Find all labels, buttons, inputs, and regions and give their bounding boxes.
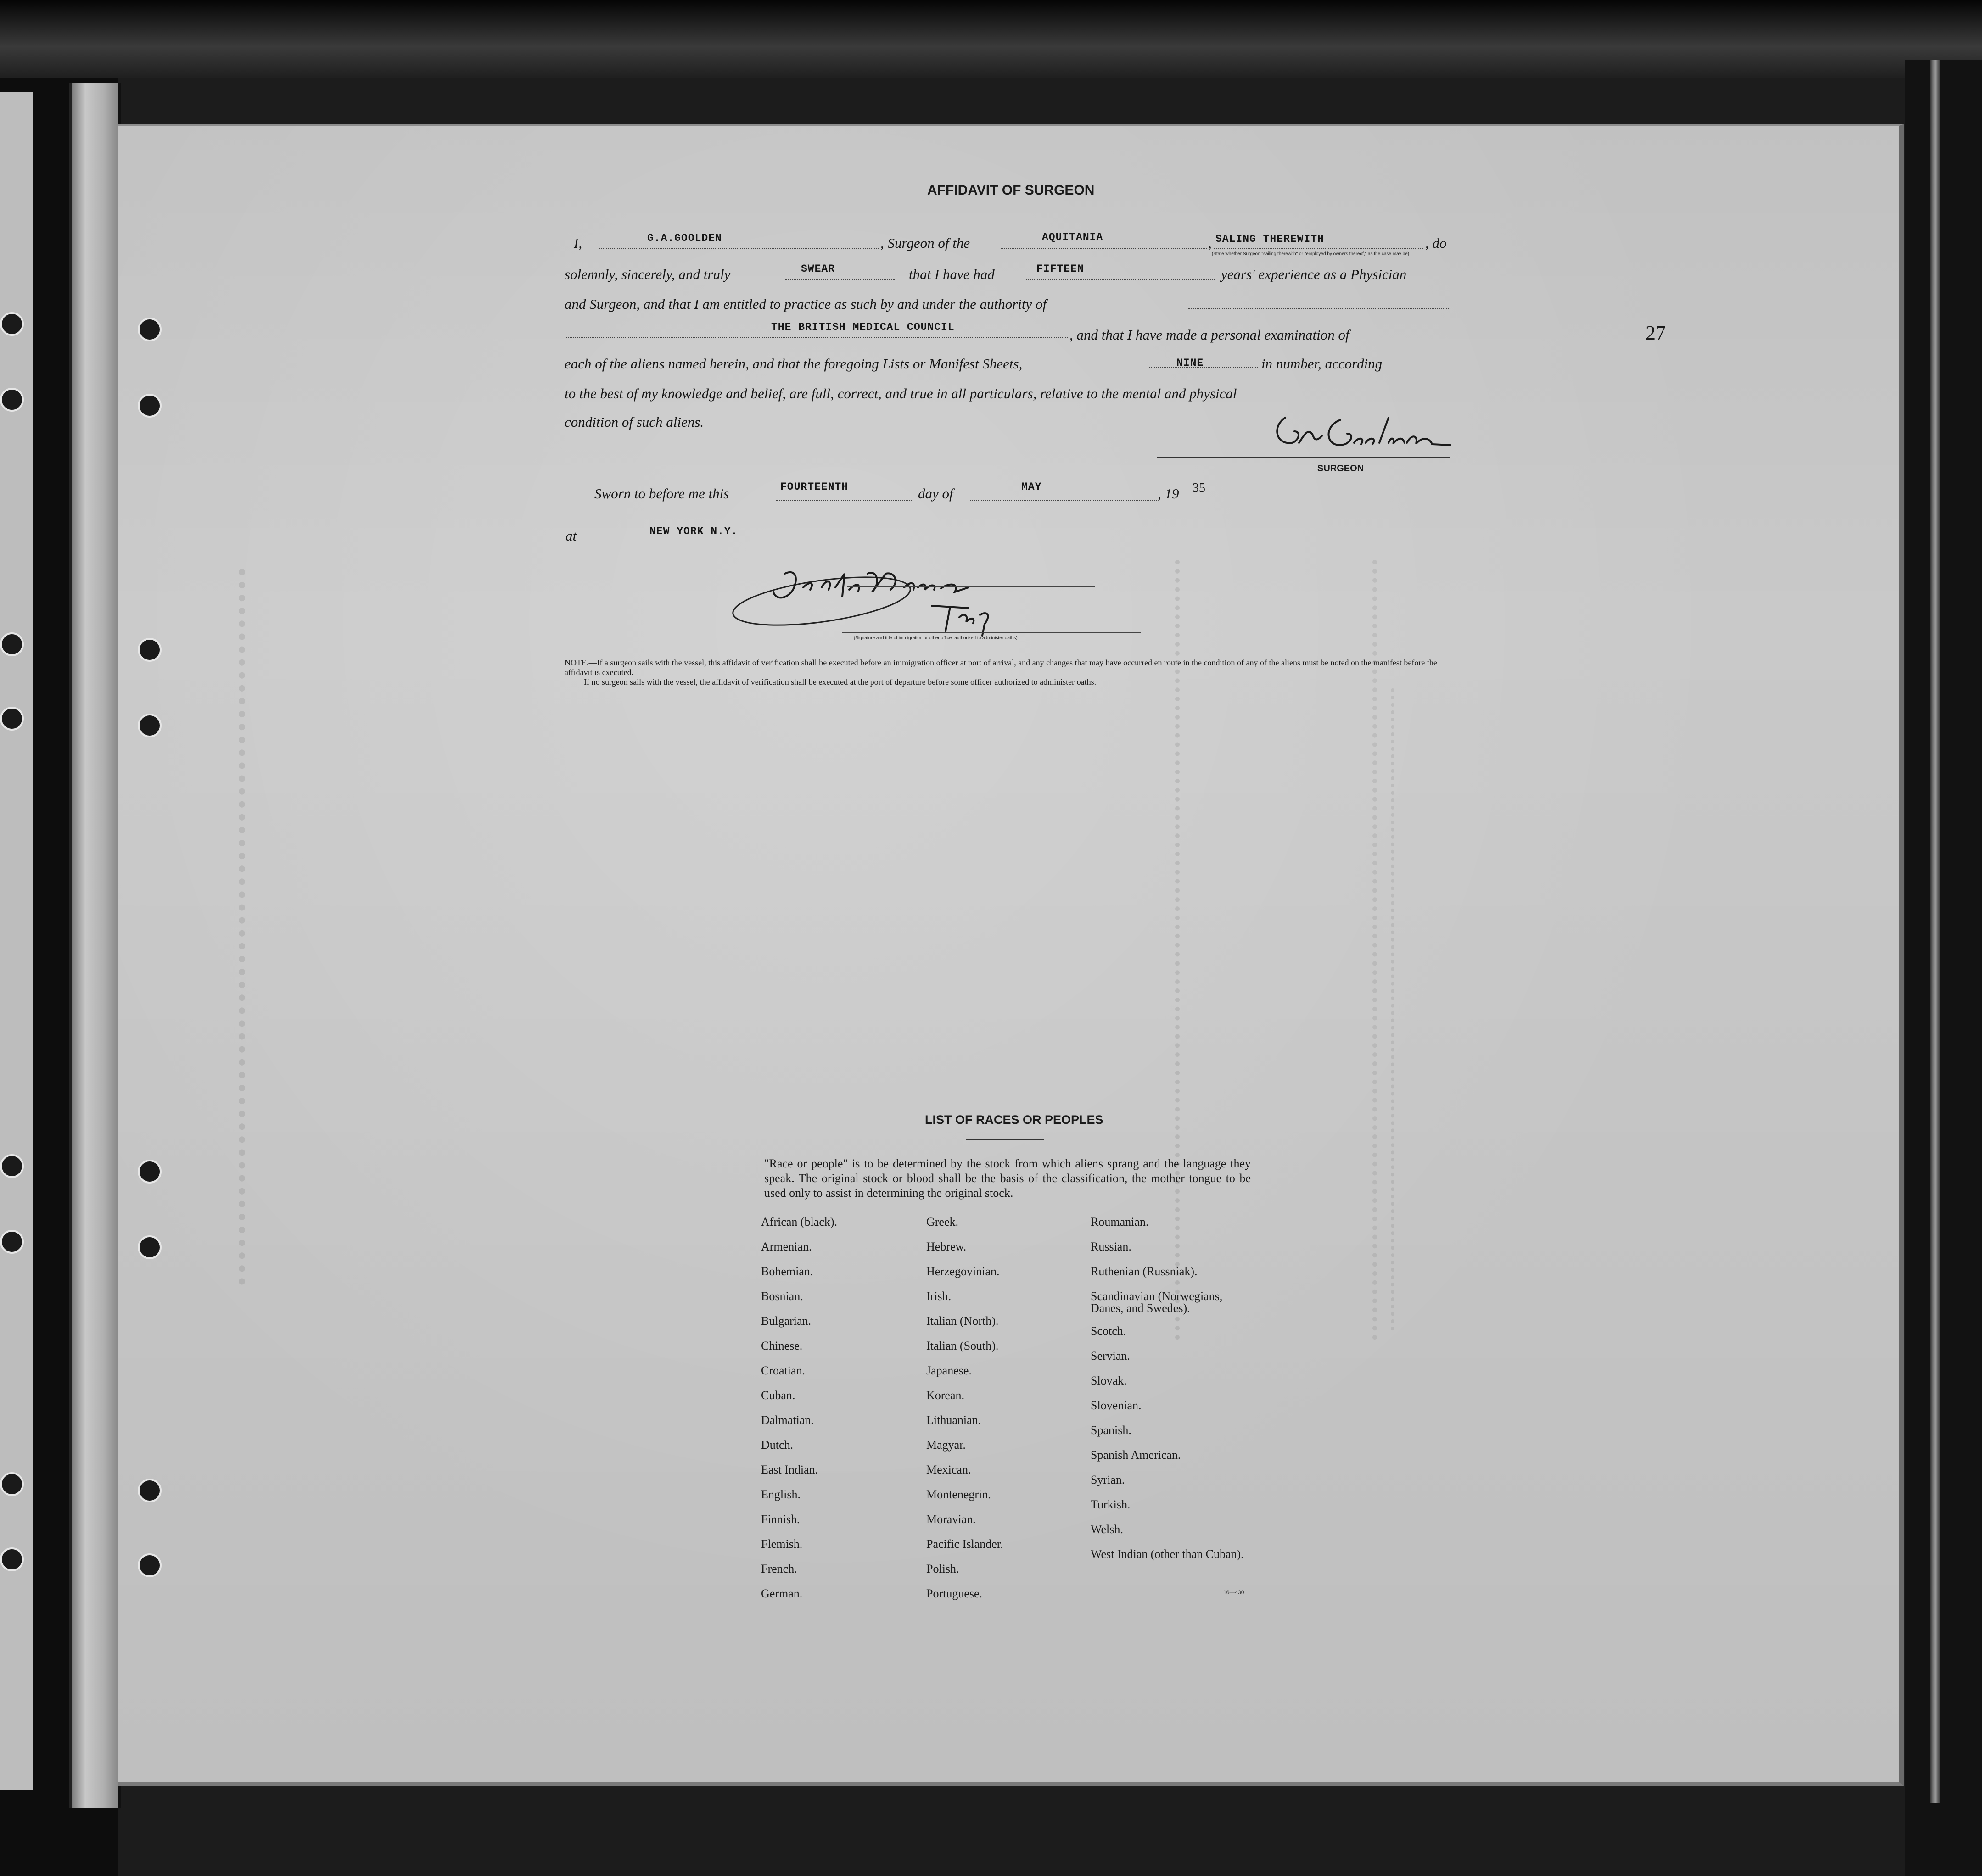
race-item: Hebrew.	[926, 1240, 967, 1253]
race-item: Roumanian.	[1091, 1215, 1149, 1228]
surgeon-of-the-label: , Surgeon of the	[880, 235, 970, 251]
binder-hole-icon	[0, 312, 24, 336]
races-column-1	[761, 1216, 837, 1613]
officer-signature-line	[847, 586, 1095, 587]
sworn-month-line	[969, 500, 1157, 501]
races-title: LIST OF RACES OR PEOPLES	[925, 1113, 1103, 1127]
book-binding	[69, 83, 121, 1808]
race-item: Scandinavian (Norwegians, Danes, and Swedes).	[1091, 1290, 1223, 1315]
affidavit-title: AFFIDAVIT OF SURGEON	[927, 183, 1095, 198]
condition-text: condition of such aliens.	[565, 414, 704, 430]
surgeon-signature	[1267, 399, 1460, 459]
sworn-text: Sworn to before me this	[594, 486, 729, 502]
races-column-2	[926, 1216, 1003, 1613]
race-item: Slovenian.	[1091, 1399, 1142, 1412]
race-item: Dutch.	[761, 1438, 794, 1452]
race-item: Syrian.	[1091, 1473, 1125, 1486]
authority-line	[565, 337, 1069, 338]
surgeon-name-line	[599, 248, 879, 249]
manifest-page	[118, 124, 1904, 1786]
race-item: Cuban.	[761, 1389, 795, 1402]
binder-hole-icon	[138, 394, 162, 418]
sailing-status-value: SALING THEREWITH	[1215, 233, 1324, 245]
comma: ,	[1208, 235, 1212, 251]
to-the-best-text: to the best of my knowledge and belief, are full, correct, and true in all particulars, relative to the mental and physical	[565, 385, 1237, 402]
race-item: Finnish.	[761, 1513, 800, 1526]
race-item: Dalmatian.	[761, 1413, 814, 1427]
year-prefix: , 19	[1158, 486, 1179, 502]
examination-text: , and that I have made a personal examination of	[1069, 327, 1349, 343]
races-title-underline	[966, 1139, 1044, 1140]
i-label: I,	[574, 235, 582, 251]
years-experience-text: years' experience as a Physician	[1221, 266, 1407, 282]
race-item: Moravian.	[926, 1513, 976, 1526]
binder-hole-icon	[0, 388, 24, 412]
manifest-sheets-value: NINE	[1176, 357, 1204, 369]
book-edge-strip	[1930, 60, 1940, 1803]
sworn-day-value: FOURTEENTH	[780, 481, 849, 493]
binder-hole-icon	[0, 1547, 24, 1571]
note-line-1: NOTE.—If a surgeon sails with the vessel, this affidavit of verification shall be executed before an immigration officer at port of arrival, and any changes that may have occurred en route in the condition of any of the aliens must be noted on the manifest before the affidavit is executed.	[565, 658, 1437, 677]
binder-hole-icon	[0, 1472, 24, 1496]
race-item: Lithuanian.	[926, 1413, 981, 1427]
surgeon-name-value: G.A.GOOLDEN	[647, 232, 722, 244]
sworn-day-line	[776, 500, 913, 501]
officer-signature	[730, 555, 1051, 638]
race-item: Bosnian.	[761, 1290, 803, 1303]
day-of-text: day of	[918, 486, 953, 502]
surgeon-label: SURGEON	[1317, 463, 1364, 474]
race-item: French.	[761, 1562, 797, 1575]
scan-background-top	[0, 0, 1982, 78]
races-intro: "Race or people" is to be determined by the stock from which aliens sprang and the language they speak. The original stock or blood shall be the basis of the classification, the mother tongue to be used only to assist in determining the original stock.	[764, 1157, 1251, 1200]
race-item: Portuguese.	[926, 1587, 983, 1600]
form-number: 16—430	[1223, 1589, 1244, 1596]
officer-title-line	[842, 632, 1141, 633]
race-item: Slovak.	[1091, 1374, 1127, 1387]
race-item: Greek.	[926, 1215, 959, 1228]
each-of-aliens-text: each of the aliens named herein, and that the foregoing Lists or Manifest Sheets,	[565, 356, 1023, 372]
surgeon-signature-line	[1157, 457, 1450, 458]
race-item: Chinese.	[761, 1339, 803, 1352]
year-suffix: 35	[1193, 481, 1205, 495]
sailing-status-line	[1214, 248, 1423, 249]
race-item: Italian (South).	[926, 1339, 999, 1352]
race-item: Irish.	[926, 1290, 952, 1303]
solemnly-text: solemnly, sincerely, and truly	[565, 266, 731, 282]
race-item: English.	[761, 1488, 801, 1501]
race-item: Spanish.	[1091, 1424, 1131, 1437]
bleed-through-marks	[239, 569, 383, 1285]
race-item: Korean.	[926, 1389, 965, 1402]
page-number: 27	[1646, 322, 1666, 344]
race-item: Mexican.	[926, 1463, 971, 1476]
binder-hole-icon	[138, 714, 162, 737]
affidavit-note	[565, 658, 1455, 687]
race-item: Montenegrin.	[926, 1488, 991, 1501]
officer-caption: (Signature and title of immigration or other officer authorized to administer oaths)	[854, 636, 1018, 641]
scan-right-margin	[1905, 60, 1982, 1876]
binder-hole-icon	[0, 1154, 24, 1178]
binder-hole-icon	[138, 318, 162, 341]
ship-name-line	[1001, 248, 1207, 249]
and-surgeon-text: and Surgeon, and that I am entitled to practice as such by and under the authority of	[565, 296, 1047, 312]
race-item: Italian (North).	[926, 1314, 999, 1328]
race-item: Spanish American.	[1091, 1448, 1181, 1462]
that-i-have-had-text: that I have had	[909, 266, 995, 282]
race-item: Turkish.	[1091, 1498, 1131, 1511]
authority-value: THE BRITISH MEDICAL COUNCIL	[771, 321, 955, 333]
binder-hole-icon	[138, 1235, 162, 1259]
oath-type-value: SWEAR	[801, 263, 835, 275]
sailing-status-note	[1212, 251, 1432, 257]
race-item: East Indian.	[761, 1463, 818, 1476]
note-line-2: If no surgeon sails with the vessel, the affidavit of verification shall be executed at the port of departure before some officer authorized to administer oaths.	[584, 677, 1097, 687]
ship-name-value: AQUITANIA	[1042, 231, 1103, 243]
race-item: Polish.	[926, 1562, 959, 1575]
race-item: Flemish.	[761, 1537, 803, 1551]
authority-line-upper	[1188, 308, 1450, 309]
race-item: Ruthenian (Russniak).	[1091, 1265, 1198, 1278]
race-item: Scotch.	[1091, 1324, 1126, 1338]
race-item: Bulgarian.	[761, 1314, 812, 1328]
binder-hole-icon	[138, 1479, 162, 1502]
binder-hole-icon	[138, 638, 162, 662]
binder-hole-icon	[0, 632, 24, 656]
binder-hole-icon	[138, 1553, 162, 1577]
race-item: German.	[761, 1587, 803, 1600]
race-item: Japanese.	[926, 1364, 972, 1377]
years-experience-value: FIFTEEN	[1036, 263, 1084, 275]
races-column-3	[1091, 1216, 1256, 1573]
sailing-status-note-text: (State whether Surgeon "sailing therewith" or "employed by owners thereof," as the case may be)	[1212, 251, 1409, 257]
adjacent-page-edge	[0, 92, 33, 1790]
race-item: Herzegovinian.	[926, 1265, 1000, 1278]
race-item: Welsh.	[1091, 1523, 1123, 1536]
in-number-text: in number, according	[1261, 356, 1383, 372]
sworn-place-value: NEW YORK N.Y.	[649, 525, 738, 537]
race-item: West Indian (other than Cuban).	[1091, 1547, 1244, 1561]
race-item: Servian.	[1091, 1349, 1130, 1362]
binder-hole-icon	[138, 1160, 162, 1184]
race-item: Croatian.	[761, 1364, 806, 1377]
years-experience-line	[1026, 279, 1215, 280]
sworn-month-value: MAY	[1021, 481, 1042, 493]
race-item: Magyar.	[926, 1438, 966, 1452]
do-label: , do	[1425, 235, 1447, 251]
race-item: Russian.	[1091, 1240, 1131, 1253]
at-label: at	[565, 528, 577, 544]
manifest-sheets-line	[1148, 367, 1258, 368]
oath-type-line	[785, 279, 895, 280]
binder-hole-icon	[0, 707, 24, 731]
binder-hole-icon	[0, 1230, 24, 1254]
race-item: Armenian.	[761, 1240, 812, 1253]
race-item: Pacific Islander.	[926, 1537, 1003, 1551]
race-item: Bohemian.	[761, 1265, 813, 1278]
race-item: African (black).	[761, 1215, 838, 1228]
bleed-through-marks	[1391, 688, 1468, 1331]
